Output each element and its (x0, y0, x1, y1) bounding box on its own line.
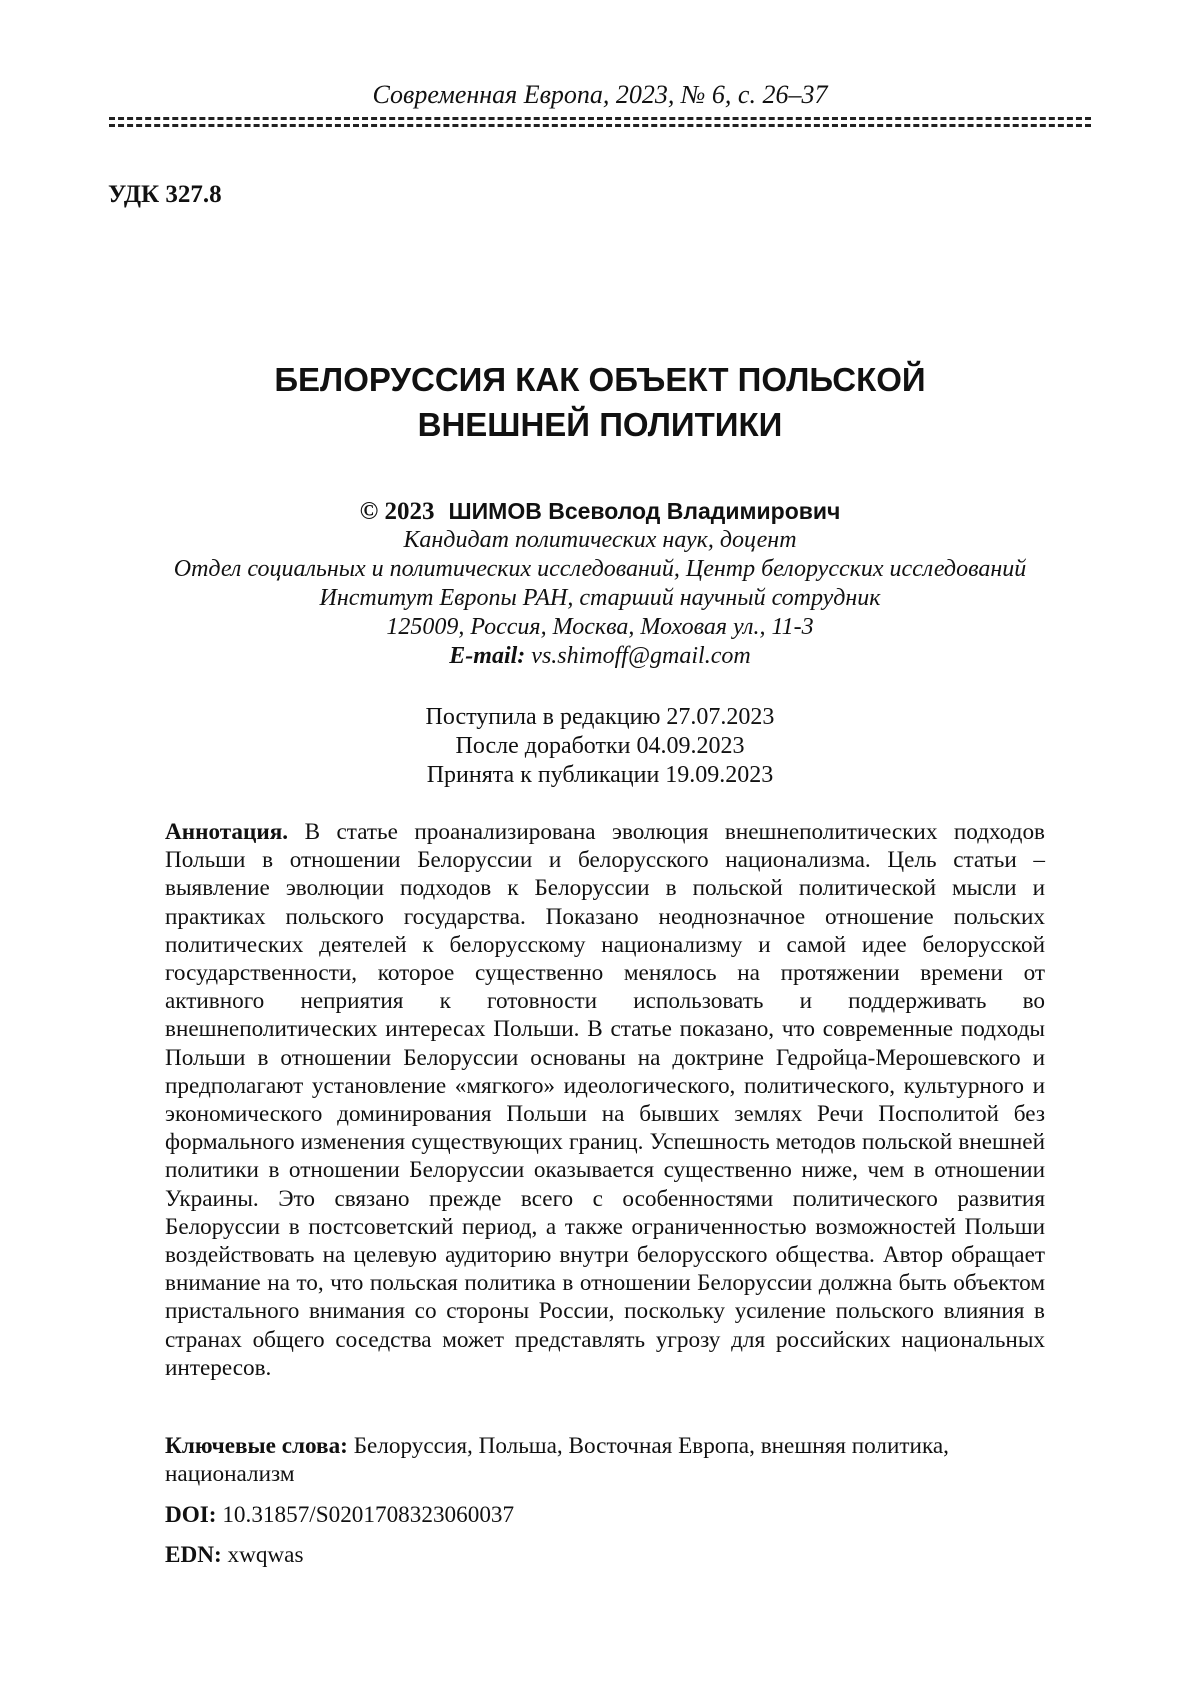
date-accepted: Принята к публикации 19.09.2023 (426, 762, 774, 788)
author-name: ШИМОВ Всеволод Владимирович (448, 498, 841, 524)
author-address: 125009, Россия, Москва, Моховая ул., 11-3 (386, 614, 814, 640)
author-institute: Институт Европы РАН, старший научный сотрудник (319, 585, 881, 611)
running-head: Современная Европа, 2023, № 6, с. 26–37 (372, 80, 828, 109)
date-revised: После доработки 04.09.2023 (455, 733, 745, 759)
keywords (165, 1432, 1045, 1488)
author-degree: Кандидат политических наук, доцент (403, 527, 797, 553)
email-label: E-mail: (449, 643, 526, 669)
header-rule-top (109, 117, 1091, 120)
article-title-line-1: БЕЛОРУССИЯ КАК ОБЪЕКТ ПОЛЬСКОЙ (274, 361, 926, 398)
author-email[interactable]: vs.shimoff@gmail.com (531, 643, 751, 669)
doi-label: DOI: (165, 1502, 217, 1528)
abstract-label: Аннотация. (165, 819, 289, 845)
copyright-year: © 2023 (359, 498, 435, 525)
author-line (0, 497, 1200, 526)
abstract-text: В статье проанализирована эволюция внешнеполитических подходов Польши в отношении Белоруссии и белорусского национализма. Цель статьи – выявление эволюции подходов к Белоруссии в польской политической мысли и практиках польского государства. Показано неоднозначное отношение польских политических деятелей к белорусскому национализму и самой идее белорусской государственности, которое существенно менялось на протяжении времени от активного неприятия к готовности использовать и поддерживать во внешнеполитических интересах Польши. В статье показано, что современные подходы Польши в отношении Белоруссии основаны на доктрине Гедройца-Мерошевского и предполагают установление «мягкого» идеологического, политического, культурного и экономического доминирования Польши на бывших землях Речи Посполитой без формального изменения существующих границ. Успешность методов польской внешней политики в отношении Белоруссии оказывается существенно ниже, чем в отношении Украины. Это связано прежде всего с особенностями политического развития Белоруссии в постсоветский период, а также ограниченностью возможностей Польши воздействовать на целевую аудиторию внутри белорусского общества. Автор обращает внимание на то, что польская политика в отношении Белоруссии должна быть объектом пристального внимания со стороны России, поскольку усиление польского влияния в странах общего соседства может представлять угрозу для российских национальных интересов. (165, 819, 1046, 1381)
submission-dates (0, 703, 1200, 790)
article-title (0, 357, 1200, 447)
date-received: Поступила в редакцию 27.07.2023 (425, 704, 775, 730)
author-email-line (0, 642, 1200, 671)
edn-value: xwqwas (227, 1542, 304, 1568)
article-title-line-2: ВНЕШНЕЙ ПОЛИТИКИ (417, 406, 783, 443)
edn-label: EDN: (165, 1542, 222, 1568)
author-department: Отдел социальных и политических исследований, Центр белорусских исследований (173, 556, 1027, 582)
header-rule-bottom (109, 124, 1091, 127)
udk-code: УДК 327.8 (108, 181, 222, 208)
abstract (165, 818, 1045, 1382)
author-block (0, 497, 1200, 671)
doi (165, 1501, 514, 1529)
edn (165, 1541, 303, 1569)
keywords-text: Белоруссия, Польша, Восточная Европа, внешняя политика, национализм (165, 1433, 949, 1488)
header-double-rule (109, 116, 1091, 130)
keywords-label: Ключевые слова: (165, 1433, 348, 1459)
doi-value[interactable]: 10.31857/S0201708323060037 (222, 1502, 515, 1528)
